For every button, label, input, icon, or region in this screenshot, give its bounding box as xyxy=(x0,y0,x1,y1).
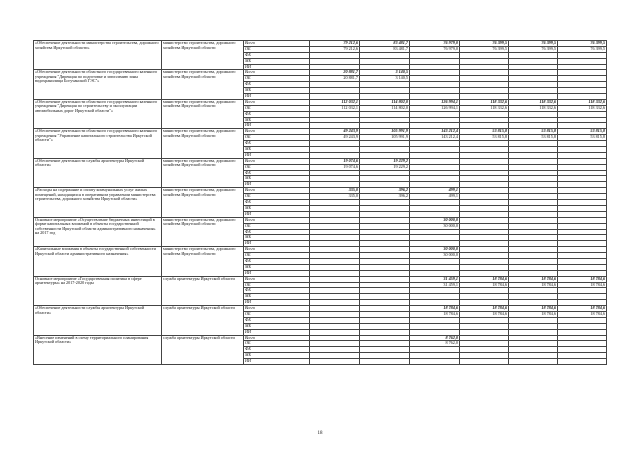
amount-cell: 8 762,0 xyxy=(410,341,460,347)
funding-source: ОБ xyxy=(244,135,310,141)
amount-cell: 19 074,6 xyxy=(310,164,360,170)
amount-cell: 126 994,1 xyxy=(410,99,460,105)
amount-cell: 18 784,6 xyxy=(509,282,558,288)
table-body xyxy=(34,41,607,365)
funding-source: МБ xyxy=(244,58,310,64)
amount-cell: 19 074,6 xyxy=(310,158,360,164)
amount-cell: 18 784,6 xyxy=(410,306,460,312)
funding-source: Всего xyxy=(244,335,310,341)
funding-source: ФБ xyxy=(244,288,310,294)
amount-cell: 112 032,1 xyxy=(310,99,360,105)
funding-source: ФБ xyxy=(244,229,310,235)
amount-cell: 118 332,6 xyxy=(460,105,509,111)
amount-cell: 76 399,5 xyxy=(558,46,607,52)
amount-cell: 18 784,6 xyxy=(558,276,607,282)
activity-description: «Обеспечение деятельности областного государственного казенного учреждения "Дирекция по строительству и эксплуатации автомобильных дорог Иркутской области"» xyxy=(34,99,162,128)
amount-cell: 18 784,6 xyxy=(410,311,460,317)
funding-source: ИИ xyxy=(244,211,310,217)
funding-source: ФБ xyxy=(244,82,310,88)
amount-cell: 118 332,6 xyxy=(558,99,607,105)
amount-cell: 105 991,9 xyxy=(360,135,410,141)
funding-source: ИИ xyxy=(244,182,310,188)
funding-source: ОБ xyxy=(244,253,310,259)
funding-source: ФБ xyxy=(244,170,310,176)
amount-cell xyxy=(509,359,558,365)
amount-cell: 83 481,7 xyxy=(360,41,410,47)
amount-cell: 76 399,5 xyxy=(509,46,558,52)
responsible-executor: министерство строительства, дорожного хозяйства Иркутской области xyxy=(162,41,244,70)
funding-source: ИИ xyxy=(244,241,310,247)
amount-cell: 3 140,5 xyxy=(360,70,410,76)
funding-source: ОБ xyxy=(244,105,310,111)
responsible-executor: министерство строительства, дорожного хозяйства Иркутской области xyxy=(162,158,244,187)
funding-source: МБ xyxy=(244,294,310,300)
amount-cell: 18 784,6 xyxy=(558,311,607,317)
funding-source: Всего xyxy=(244,306,310,312)
amount-cell: 76 979,0 xyxy=(410,41,460,47)
amount-cell xyxy=(410,359,460,365)
funding-source: ФБ xyxy=(244,258,310,264)
amount-cell: 114 802,0 xyxy=(360,105,410,111)
funding-source: Всего xyxy=(244,188,310,194)
funding-source: ФБ xyxy=(244,200,310,206)
funding-source: ИИ xyxy=(244,94,310,100)
budget-table xyxy=(33,40,607,365)
amount-cell: 143 212,4 xyxy=(410,129,460,135)
funding-source: ФБ xyxy=(244,52,310,58)
funding-source: МБ xyxy=(244,235,310,241)
responsible-executor: министерство строительства, дорожного хозяйства Иркутской области xyxy=(162,70,244,99)
funding-source: ОБ xyxy=(244,46,310,52)
funding-source: МБ xyxy=(244,264,310,270)
amount-cell: 31 459,1 xyxy=(410,282,460,288)
amount-cell: 18 784,6 xyxy=(509,311,558,317)
funding-source: МБ xyxy=(244,147,310,153)
funding-source: ОБ xyxy=(244,164,310,170)
amount-cell: 30 000,0 xyxy=(410,253,460,259)
funding-source: ИИ xyxy=(244,123,310,129)
amount-cell: 19 229,2 xyxy=(360,158,410,164)
activity-description: «Капитальные вложения в объекты государственной собственности Иркутской области административного назначения» xyxy=(34,247,162,276)
amount-cell: 18 784,6 xyxy=(460,276,509,282)
page-number: 18 xyxy=(317,431,323,436)
funding-source: ИИ xyxy=(244,300,310,306)
amount-cell: 49 243,9 xyxy=(310,135,360,141)
responsible-executor: служба архитектуры Иркутской области xyxy=(162,335,244,364)
amount-cell: 83 481,7 xyxy=(360,46,410,52)
funding-source: Всего xyxy=(244,41,310,47)
amount-cell: 18 784,6 xyxy=(460,282,509,288)
amount-cell xyxy=(460,359,509,365)
responsible-executor: служба архитектуры Иркутской области xyxy=(162,306,244,335)
amount-cell: 143 212,4 xyxy=(410,135,460,141)
amount-cell xyxy=(558,359,607,365)
amount-cell: 30 000,0 xyxy=(410,217,460,223)
amount-cell: 3 140,5 xyxy=(360,76,410,82)
amount-cell: 79 212,6 xyxy=(310,41,360,47)
funding-source: Всего xyxy=(244,247,310,253)
amount-cell: 126 994,1 xyxy=(410,105,460,111)
amount-cell: 76 399,5 xyxy=(558,41,607,47)
funding-source: ОБ xyxy=(244,341,310,347)
amount-cell: 18 784,6 xyxy=(558,306,607,312)
funding-source: МБ xyxy=(244,323,310,329)
amount-cell: 19 229,2 xyxy=(360,164,410,170)
funding-source: ОБ xyxy=(244,282,310,288)
amount-cell: 499,1 xyxy=(410,194,460,200)
funding-source: Всего xyxy=(244,276,310,282)
activity-description: «Расходы на содержание и оплату коммунальных услуг жилых помещений, находящихся в оперативном управлении министерства строительства, дорожного хозяйства Иркутской области» xyxy=(34,188,162,217)
funding-source: ОБ xyxy=(244,311,310,317)
amount-cell: 30 000,0 xyxy=(410,247,460,253)
amount-cell: 53 815,8 xyxy=(460,135,509,141)
funding-source: Всего xyxy=(244,99,310,105)
funding-source: ОБ xyxy=(244,76,310,82)
amount-cell: 105 991,9 xyxy=(360,129,410,135)
amount-cell: 118 332,6 xyxy=(509,99,558,105)
amount-cell: 396,2 xyxy=(360,188,410,194)
amount-cell: 118 332,6 xyxy=(509,105,558,111)
amount-cell: 49 243,9 xyxy=(310,129,360,135)
amount-cell: 53 815,8 xyxy=(460,129,509,135)
activity-description: «Обеспечение деятельности службы архитектуры Иркутской области» xyxy=(34,306,162,335)
funding-source: ОБ xyxy=(244,194,310,200)
amount-cell: 20 881,7 xyxy=(310,70,360,76)
funding-source: ФБ xyxy=(244,317,310,323)
responsible-executor: министерство строительства, дорожного хозяйства Иркутской области xyxy=(162,129,244,158)
funding-source: МБ xyxy=(244,205,310,211)
funding-source: МБ xyxy=(244,176,310,182)
amount-cell: 18 784,6 xyxy=(460,311,509,317)
amount-cell: 335,0 xyxy=(310,194,360,200)
amount-cell: 76 399,5 xyxy=(460,46,509,52)
amount-cell: 18 784,6 xyxy=(509,276,558,282)
activity-description: «Обеспечение деятельности областного государственного казенного учреждения "Управление капитального строительства Иркутской области"» xyxy=(34,129,162,158)
funding-source: МБ xyxy=(244,353,310,359)
responsible-executor: министерство строительства, дорожного хозяйства Иркутской области xyxy=(162,217,244,246)
amount-cell: 53 815,8 xyxy=(509,129,558,135)
activity-description: Основное мероприятие «Государственная политика в сфере архитектуры» на 2017-2020 годы xyxy=(34,276,162,305)
amount-cell xyxy=(360,359,410,365)
budget-table-page xyxy=(33,40,606,365)
amount-cell: 79 212,6 xyxy=(310,46,360,52)
amount-cell: 76 399,5 xyxy=(460,41,509,47)
activity-description: «Внесение изменений в схему территориального планирования Иркутской области» xyxy=(34,335,162,364)
activity-description: «Обеспечение деятельности областного государственного казенного учреждения "Дирекция по подготовке и затоплению зоны водохранилища Богучанской ГЭС"» xyxy=(34,70,162,99)
amount-cell: 114 802,0 xyxy=(360,99,410,105)
amount-cell: 76 979,0 xyxy=(410,46,460,52)
amount-cell: 20 881,7 xyxy=(310,76,360,82)
amount-cell: 112 032,1 xyxy=(310,105,360,111)
funding-source: МБ xyxy=(244,88,310,94)
activity-description: «Обеспечение деятельности министерства строительства, дорожного хозяйства Иркутской области» xyxy=(34,41,162,70)
amount-cell: 499,1 xyxy=(410,188,460,194)
funding-source: ФБ xyxy=(244,347,310,353)
responsible-executor: министерство строительства, дорожного хозяйства Иркутской области xyxy=(162,188,244,217)
amount-cell: 76 399,5 xyxy=(509,41,558,47)
funding-source: ФБ xyxy=(244,111,310,117)
amount-cell: 18 784,6 xyxy=(509,306,558,312)
responsible-executor: министерство строительства, дорожного хозяйства Иркутской области xyxy=(162,247,244,276)
funding-source: ИИ xyxy=(244,64,310,70)
amount-cell: 53 815,8 xyxy=(558,135,607,141)
amount-cell: 8 762,0 xyxy=(410,335,460,341)
funding-source: Всего xyxy=(244,217,310,223)
funding-source: ОБ xyxy=(244,223,310,229)
amount-cell: 30 000,0 xyxy=(410,223,460,229)
amount-cell: 118 332,6 xyxy=(558,105,607,111)
funding-source: ИИ xyxy=(244,329,310,335)
funding-source: Всего xyxy=(244,158,310,164)
responsible-executor: министерство строительства, дорожного хозяйства Иркутской области xyxy=(162,99,244,128)
funding-source: ФБ xyxy=(244,141,310,147)
activity-description: «Обеспечение деятельности службы архитектуры Иркутской области» xyxy=(34,158,162,187)
amount-cell: 31 459,1 xyxy=(410,276,460,282)
amount-cell: 396,2 xyxy=(360,194,410,200)
amount-cell: 335,0 xyxy=(310,188,360,194)
amount-cell xyxy=(310,359,360,365)
funding-source: МБ xyxy=(244,117,310,123)
amount-cell: 18 784,6 xyxy=(558,282,607,288)
funding-source: ИИ xyxy=(244,270,310,276)
amount-cell: 53 815,8 xyxy=(509,135,558,141)
amount-cell: 18 784,6 xyxy=(460,306,509,312)
funding-source: Всего xyxy=(244,129,310,135)
activity-description: Основное мероприятие «Осуществление бюджетных инвестиций в форме капитальных вложений в объекты государственной собственности Иркутской области административного назначения» на 2017 год xyxy=(34,217,162,246)
amount-cell: 53 815,8 xyxy=(558,129,607,135)
responsible-executor: служба архитектуры Иркутской области xyxy=(162,276,244,305)
funding-source: ИИ xyxy=(244,359,310,365)
amount-cell: 118 332,6 xyxy=(460,99,509,105)
funding-source: Всего xyxy=(244,70,310,76)
funding-source: ИИ xyxy=(244,152,310,158)
